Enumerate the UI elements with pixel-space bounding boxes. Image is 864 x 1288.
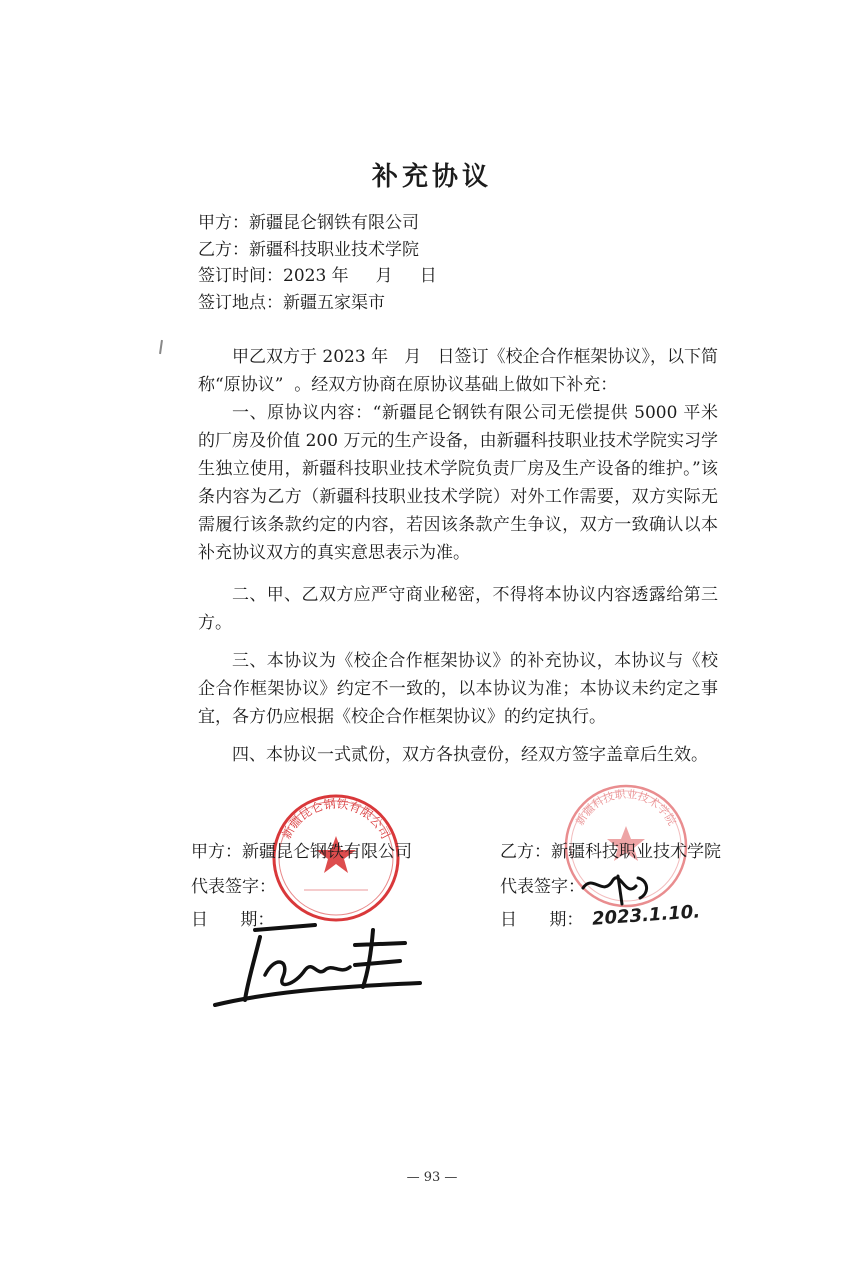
signature-a: [205, 915, 435, 1015]
clause-3: 三、本协议为《校企合作框架协议》的补充协议，本协议与《校企合作框架协议》约定不一致的，以本协议为准；本协议未约定之事宜，各方仍应根据《校企合作框架协议》的约定执行。: [198, 651, 718, 727]
scan-mark: [159, 340, 163, 354]
party-b-handwritten-date: 2023.1.10.: [591, 901, 701, 930]
party-a-sign-label: 甲方：新疆昆仑钢铁有限公司: [191, 842, 412, 862]
party-b-rep-label: 代表签字：: [500, 877, 585, 897]
clause-1: 一、原协议内容：“新疆昆仑钢铁有限公司无偿提供 5000 平米的厂房及价值 200 万元的生产设备，由新疆科技职业技术学院实习学生独立使用，新疆科技职业技术学院负责厂房及生产设备的维护。”该条内容为乙方（新疆科技职业技术学院）对外工作需要，双方实际无需履行该条款约定的内容，若因该条款产生争议，双方一致确认以本补充协议双方的真实意思表示为准。: [198, 403, 718, 563]
seal-a-text: 新疆昆仑钢铁有限公司: [279, 796, 393, 842]
sign-time: 签订时间：2023 年 月 日: [198, 266, 437, 286]
document-title: 补充协议: [371, 162, 492, 192]
party-a-rep-label: 代表签字：: [191, 877, 276, 897]
page-number: — 93 —: [406, 1170, 458, 1185]
party-a-header: 甲方：新疆昆仑钢铁有限公司: [198, 213, 419, 233]
clause-2: 二、甲、乙双方应严守商业秘密，不得将本协议内容透露给第三方。: [198, 585, 718, 633]
svg-text:新疆科技职业技术学院: [573, 787, 679, 828]
intro-paragraph: 甲乙双方于 2023 年 月 日签订《校企合作框架协议》，以下简称“原协议” 。经双方协商在原协议基础上做如下补充：: [198, 347, 718, 395]
party-b-header: 乙方：新疆科技职业技术学院: [198, 240, 419, 260]
party-a-date-label: 日 期：: [191, 910, 275, 930]
svg-text:新疆昆仑钢铁有限公司: [279, 796, 392, 842]
sign-place: 签订地点：新疆五家渠市: [198, 293, 385, 313]
signature-b: [578, 868, 658, 908]
party-b-sign-label: 乙方：新疆科技职业技术学院: [500, 842, 721, 862]
party-b-date-label: 日 期：: [500, 910, 584, 930]
seal-b-text: 新疆科技职业技术学院: [573, 787, 679, 828]
clause-4: 四、本协议一式贰份，双方各执壹份，经双方签字盖章后生效。: [232, 745, 708, 765]
